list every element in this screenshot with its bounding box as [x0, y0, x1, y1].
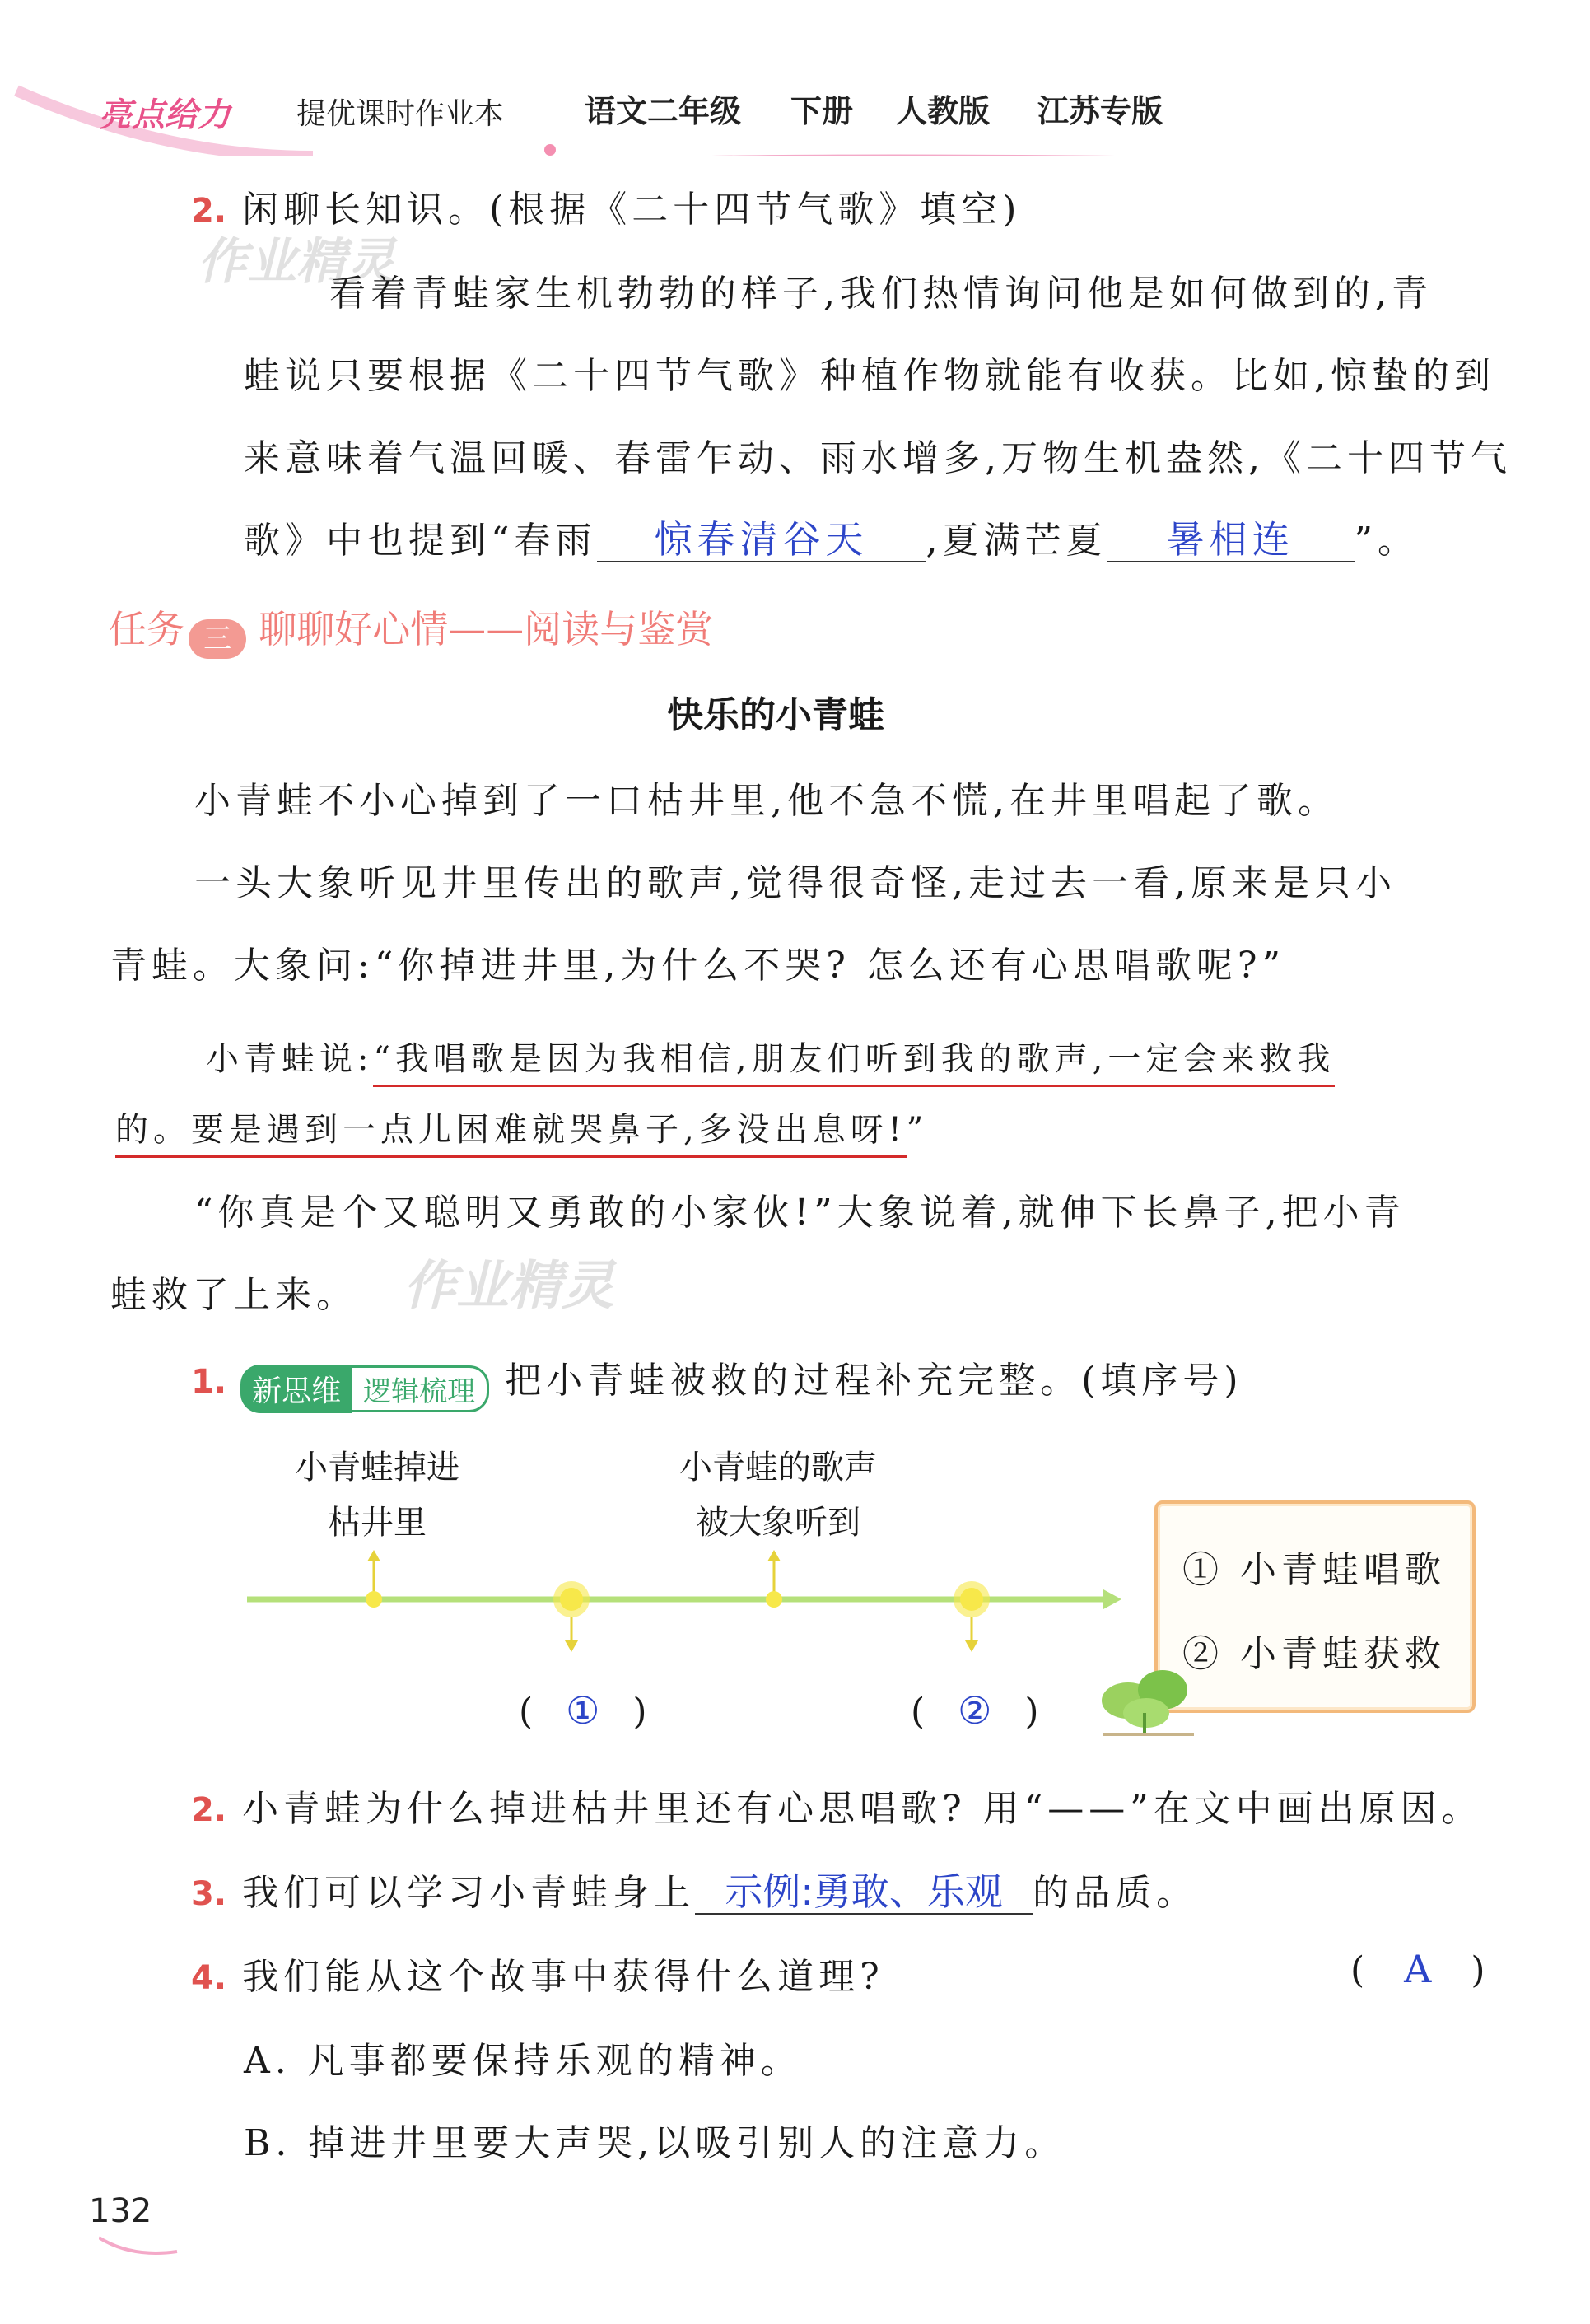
question-number: 3. [191, 1875, 227, 1913]
task-title: 聊聊好心情——阅读与鉴赏 [259, 607, 714, 651]
question-prompt: 我们能从这个故事中获得什么道理? [242, 1956, 884, 1998]
logic-tag: 逻辑梳理 [349, 1365, 489, 1412]
options-box [1154, 1500, 1476, 1713]
story-paragraph: “你真是个又聪明又勇敢的小家伙!”大象说着,就伸下长鼻子,把小青 [194, 1192, 1406, 1234]
story-paragraph: 小青蛙说: [206, 1040, 374, 1078]
header-subject: 语文二年级 [585, 93, 742, 129]
paren: ( [1350, 1949, 1370, 1991]
underlined-reason: “我唱歌是因为我相信,朋友们听到我的歌声,一定会来救我 [373, 1040, 1335, 1087]
question-prompt: 闲聊长知识。(根据《二十四节气歌》填空) [242, 189, 1022, 231]
timeline-arrowhead [1103, 1589, 1121, 1609]
series-title: 提优课时作业本 [296, 97, 505, 131]
timeline-node-up-1 [366, 1550, 382, 1608]
brand-logo-text: 亮点给力 [99, 96, 231, 134]
paragraph-line: ,夏满芒夏 [926, 520, 1107, 562]
paragraph-line: ”。 [1354, 520, 1419, 562]
story-paragraph: 小青蛙不小心掉到了一口枯井里,他不急不慌,在井里唱起了歌。 [194, 780, 1339, 822]
q4-answer-bracket[interactable] [1350, 1947, 1490, 1991]
leaf-plant-decoration [1095, 1655, 1202, 1738]
watermark-text: 作业精灵 [198, 233, 395, 291]
paragraph-line: 歌》中也提到“春雨 [244, 520, 597, 562]
story-paragraph: 蛙救了上来。 [110, 1274, 357, 1316]
question-prompt: 把小青蛙被救的过程补充完整。(填序号) [505, 1360, 1243, 1402]
page-number: 132 [89, 2192, 152, 2230]
underlined-reason: 的。要是遇到一点儿困难就哭鼻子,多没出息呀! [115, 1111, 907, 1158]
paren: ) [632, 1691, 652, 1733]
timeline-node-down-2 [954, 1581, 990, 1652]
story-title: 快乐的小青蛙 [667, 694, 884, 736]
page-corner-decoration [99, 2233, 181, 2258]
paragraph-line: 看着青蛙家生机勃勃的样子,我们热情询问他是如何做到的,青 [329, 273, 1433, 315]
filled-answer: 暑相连 [1166, 517, 1295, 562]
timeline-node-down-1 [553, 1581, 590, 1652]
timeline-label-2 [667, 1441, 889, 1543]
task-heading [109, 600, 713, 659]
filled-answer: 示例:勇敢、乐观 [725, 1869, 1003, 1914]
task-prefix: 任务 [109, 607, 184, 651]
answer-blank-1[interactable] [597, 519, 926, 562]
header-edition: 江苏专版 [1037, 93, 1163, 129]
label-line: 被大象听到 [696, 1504, 860, 1542]
question-prompt: 的品质。 [1033, 1872, 1198, 1914]
paren: ) [1024, 1691, 1044, 1733]
filled-answer: ② [958, 1688, 997, 1733]
header-volume: 下册 [790, 93, 854, 129]
watermark-text: 作业精灵 [403, 1256, 614, 1317]
label-line: 小青蛙的歌声 [679, 1449, 877, 1486]
task-number-badge: 三 [189, 619, 246, 659]
filled-answer: A [1404, 1947, 1437, 1991]
timeline-graphic [239, 1548, 1128, 1655]
timeline-node-up-2 [766, 1550, 782, 1608]
timeline-blank-2[interactable] [911, 1688, 1044, 1733]
choice-option-a: A. 凡事都要保持乐观的精神。 [244, 2040, 802, 2082]
answer-blank-3[interactable] [695, 1871, 1033, 1915]
new-thinking-tag: 新思维 [240, 1365, 352, 1413]
paren: ) [1471, 1949, 1490, 1991]
filled-answer: 惊春清谷天 [654, 517, 869, 562]
answer-blank-2[interactable] [1107, 519, 1355, 562]
q2-section [191, 1779, 1483, 1832]
paren: ( [519, 1691, 539, 1733]
question-number: 1. [191, 1363, 227, 1401]
header-publisher: 人教版 [896, 93, 991, 129]
q4-section [191, 1947, 884, 2000]
timeline-label-1 [287, 1441, 468, 1543]
option-item: ② 小青蛙获救 [1182, 1633, 1446, 1675]
question-number: 4. [191, 1959, 227, 1997]
story-paragraph: ” [906, 1111, 929, 1149]
q3-section [191, 1863, 1197, 1916]
timeline-blank-1[interactable] [519, 1688, 652, 1733]
option-item: ① 小青蛙唱歌 [1182, 1549, 1446, 1591]
paragraph-line: 蛙说只要根据《二十四节气歌》种植作物就能有收获。比如,惊蛰的到 [244, 355, 1495, 397]
label-line: 小青蛙掉进 [295, 1449, 459, 1486]
question-prompt: 我们可以学习小青蛙身上 [242, 1872, 696, 1914]
question-prompt: 小青蛙为什么掉进枯井里还有心思唱歌? 用“——”在文中画出原因。 [242, 1788, 1483, 1830]
story-paragraph: 青蛙。大象问:“你掉进井里,为什么不哭? 怎么还有心思唱歌呢?” [110, 945, 1285, 987]
paren: ( [911, 1691, 930, 1733]
question-number: 2. [191, 192, 227, 230]
filled-answer: ① [566, 1688, 605, 1733]
paragraph-line: 来意味着气温回暖、春雷乍动、雨水增多,万物生机盎然,《二十四节气 [244, 437, 1512, 479]
label-line: 枯井里 [328, 1504, 427, 1542]
question-number: 2. [191, 1791, 227, 1829]
choice-option-b: B. 掉进井里要大声哭,以吸引别人的注意力。 [244, 2122, 1066, 2164]
story-paragraph: 一头大象听见井里传出的歌声,觉得很奇怪,走过去一看,原来是只小 [194, 862, 1396, 904]
